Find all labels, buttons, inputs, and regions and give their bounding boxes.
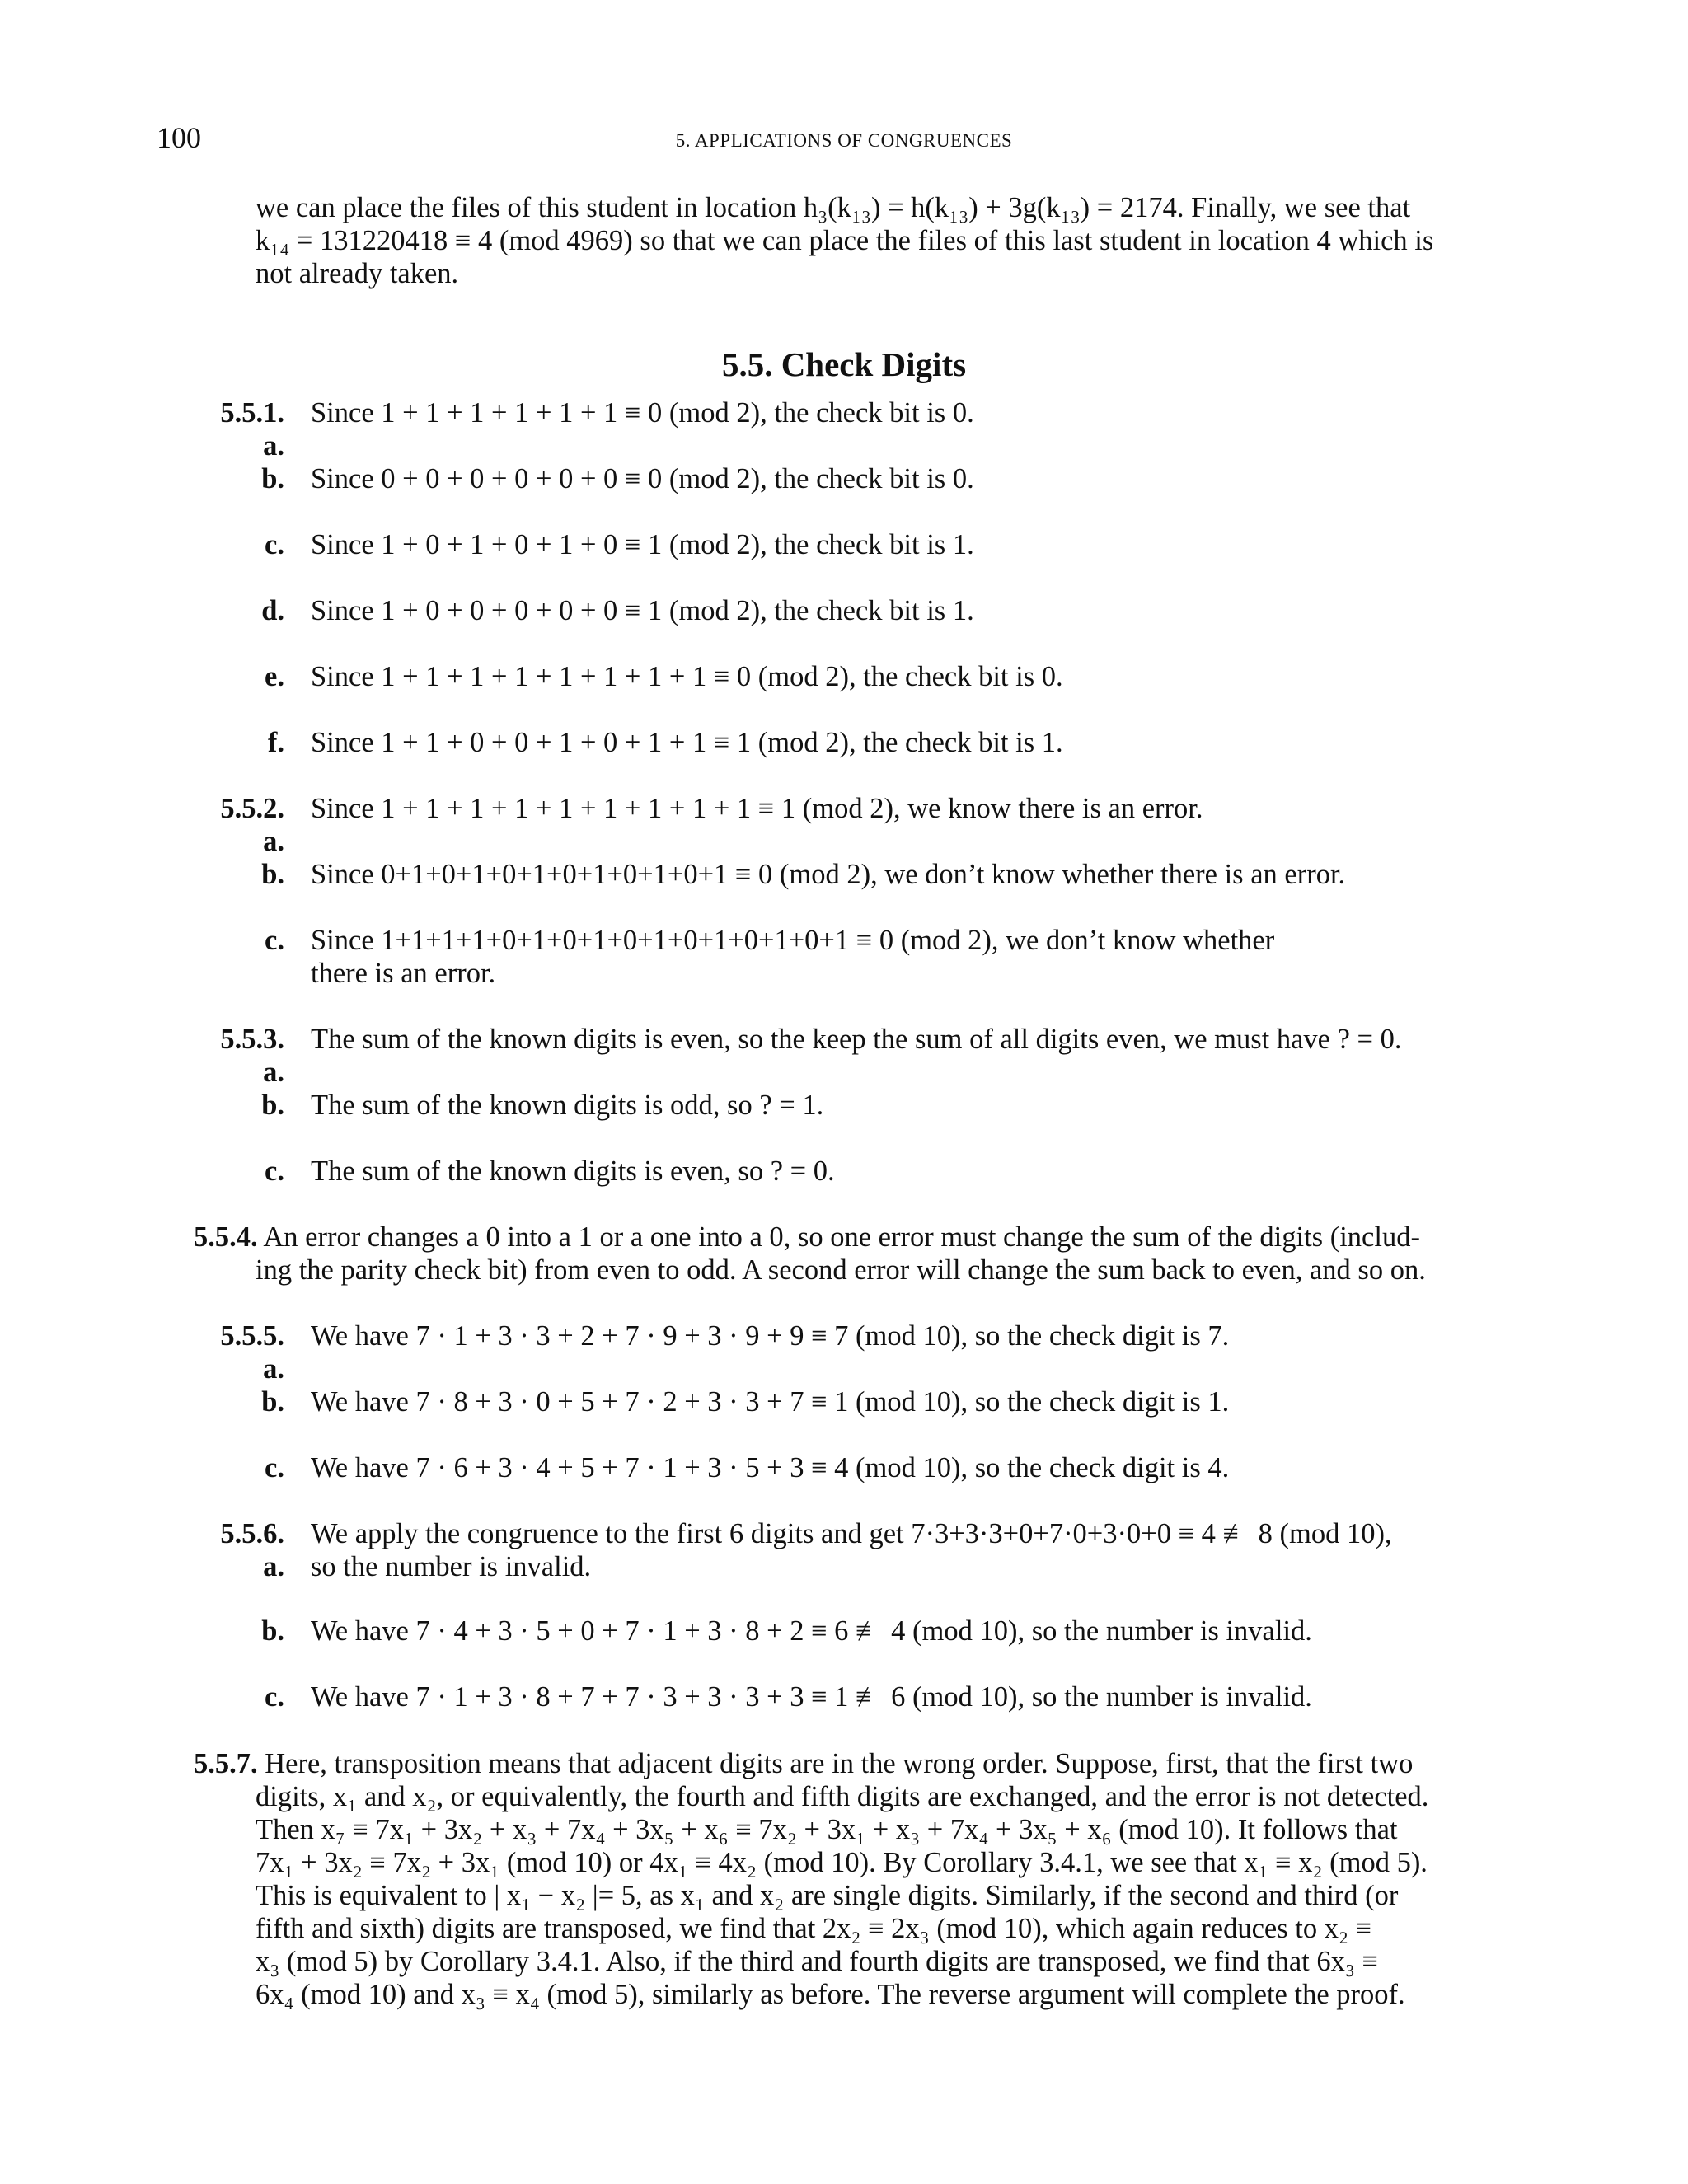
part-label: c. [265, 1681, 284, 1713]
intro-paragraph [256, 191, 1517, 290]
part-label: c. [265, 1452, 284, 1483]
answer-line: Then x₇ ≡ 7x₁ + 3x₂ + x₃ + 7x₄ + 3x₅ + x₆ ≡ 7x₂ + 3x₁ + x₃ + 7x₄ + 3x₅ + x₆ (mod 10). It follows that [256, 1814, 1398, 1845]
answer-text: We have 7 · 1 + 3 · 3 + 2 + 7 · 9 + 3 · 9 + 9 ≡ 7 (mod 10), so the check digit is 7. [311, 1320, 1230, 1352]
answer-text: Since 1 + 1 + 0 + 0 + 1 + 0 + 1 + 1 ≡ 1 (mod 2), the check bit is 1. [311, 727, 1063, 758]
answer-text: The sum of the known digits is even, so ? = 0. [311, 1155, 835, 1187]
answer-line-text: An error changes a 0 into a 1 or a one into a 0, so one error must change the sum of the digits (includ- [263, 1221, 1420, 1253]
part-label: d. [261, 595, 284, 626]
part-label: c. [265, 529, 284, 560]
answer-line: 6x₄ (mod 10) and x₃ ≡ x₄ (mod 5), similarly as before. The reverse argument will complete the proof. [256, 1979, 1405, 2010]
answer-text: We have 7 · 1 + 3 · 8 + 7 + 7 · 3 + 3 · 3 + 3 ≡ 1 ≢ 6 (mod 10), so the number is invalid. [311, 1681, 1312, 1713]
problem-label: 5.5.3. a. [220, 1024, 284, 1088]
part-label: e. [265, 661, 284, 692]
answer-line: ing the parity check bit) from even to odd. A second error will change the sum back to even, and so on. [256, 1254, 1426, 1286]
answer-line [194, 1221, 1517, 1254]
answer-text: The sum of the known digits is odd, so ? = 1. [311, 1090, 824, 1121]
intro-line: k₁₄ = 131220418 ≡ 4 (mod 4969) so that we can place the files of this last student in location 4 which is [256, 225, 1434, 256]
answer-text [194, 1747, 1517, 2011]
answer-text: Since 1 + 1 + 1 + 1 + 1 + 1 + 1 + 1 ≡ 0 (mod 2), the check bit is 0. [311, 661, 1063, 692]
problem-label: 5.5.5. a. [220, 1320, 284, 1385]
problem-label: 5.5.7. [194, 1748, 258, 1779]
problem-label: 5.5.2. a. [220, 793, 284, 857]
problem-label: 5.5.1. a. [220, 397, 284, 462]
part-label: b. [261, 1615, 284, 1647]
answer-text: Since 1 + 0 + 1 + 0 + 1 + 0 ≡ 1 (mod 2), the check bit is 1. [311, 529, 974, 560]
answer-text: We have 7 · 6 + 3 · 4 + 5 + 7 · 1 + 3 · 5 + 3 ≡ 4 (mod 10), so the check digit is 4. [311, 1452, 1230, 1483]
part-label: b. [261, 859, 284, 890]
answer-line: x₃ (mod 5) by Corollary 3.4.1. Also, if the third and fourth digits are transposed, we find that 6x₃ ≡ [256, 1946, 1378, 1977]
problem-label: 5.5.4. [194, 1221, 258, 1253]
answer-line: fifth and sixth) digits are transposed, we find that 2x₂ ≡ 2x₃ (mod 10), which again reduces to x₂ ≡ [256, 1913, 1372, 1944]
intro-line: we can place the files of this student in location h₃(k₁₃) = h(k₁₃) + 3g(k₁₃) = 2174. Finally, we see that [256, 192, 1411, 223]
answer-text: Since 0 + 0 + 0 + 0 + 0 + 0 ≡ 0 (mod 2), the check bit is 0. [311, 463, 974, 494]
answer-line: 7x₁ + 3x₂ ≡ 7x₂ + 3x₁ (mod 10) or 4x₁ ≡ 4x₂ (mod 10). By Corollary 3.4.1, we see that x₁ ≡ x₂ (mod 5). [256, 1847, 1428, 1878]
running-head: 5. APPLICATIONS OF CONGRUENCES [675, 130, 1013, 151]
answer-text: Since 1 + 0 + 0 + 0 + 0 + 0 ≡ 1 (mod 2), the check bit is 1. [311, 595, 974, 626]
part-label: b. [261, 463, 284, 494]
answer-text [194, 1221, 1517, 1286]
part-label: b. [261, 1090, 284, 1121]
answer-line [194, 1747, 1517, 1780]
answer-line: We apply the congruence to the first 6 digits and get 7·3+3·3+0+7·0+3·0+0 ≡ 4 ≢ 8 (mod 10), [311, 1518, 1392, 1549]
answer-text: Since 1 + 1 + 1 + 1 + 1 + 1 + 1 + 1 + 1 ≡ 1 (mod 2), we know there is an error. [311, 793, 1203, 824]
section-title: 5.5. Check Digits [721, 345, 967, 383]
answer-line-text: Here, transposition means that adjacent digits are in the wrong order. Suppose, first, that the first two [265, 1748, 1414, 1779]
answer-line: digits, x₁ and x₂, or equivalently, the fourth and fifth digits are exchanged, and the error is not detected. [256, 1781, 1429, 1812]
part-label: f. [267, 727, 284, 758]
answer-text [311, 1517, 1517, 1583]
part-label: b. [261, 1386, 284, 1418]
answer-text: We have 7 · 4 + 3 · 5 + 0 + 7 · 1 + 3 · 8 + 2 ≡ 6 ≢ 4 (mod 10), so the number is invalid. [311, 1615, 1312, 1647]
intro-line: not already taken. [256, 258, 459, 289]
answer-line: This is equivalent to | x₁ − x₂ |= 5, as x₁ and x₂ are single digits. Similarly, if the second and third (or [256, 1880, 1399, 1911]
part-label: c. [265, 1155, 284, 1187]
problem-label: 5.5.6. a. [220, 1518, 284, 1582]
answer-text [311, 924, 1517, 990]
answer-text: We have 7 · 8 + 3 · 0 + 5 + 7 · 2 + 3 · 3 + 7 ≡ 1 (mod 10), so the check digit is 1. [311, 1386, 1230, 1418]
answer-text: Since 0+1+0+1+0+1+0+1+0+1+0+1 ≡ 0 (mod 2), we don’t know whether there is an error. [311, 859, 1346, 890]
answer-line: so the number is invalid. [311, 1551, 592, 1582]
page-number: 100 [157, 121, 201, 154]
answer-text: Since 1 + 1 + 1 + 1 + 1 + 1 ≡ 0 (mod 2), the check bit is 0. [311, 397, 974, 429]
part-label: c. [265, 925, 284, 956]
answer-line: Since 1+1+1+1+0+1+0+1+0+1+0+1+0+1+0+1 ≡ 0 (mod 2), we don’t know whether [311, 925, 1275, 956]
answer-text: The sum of the known digits is even, so the keep the sum of all digits even, we must have ? = 0. [311, 1024, 1402, 1055]
answer-line: there is an error. [311, 958, 496, 989]
